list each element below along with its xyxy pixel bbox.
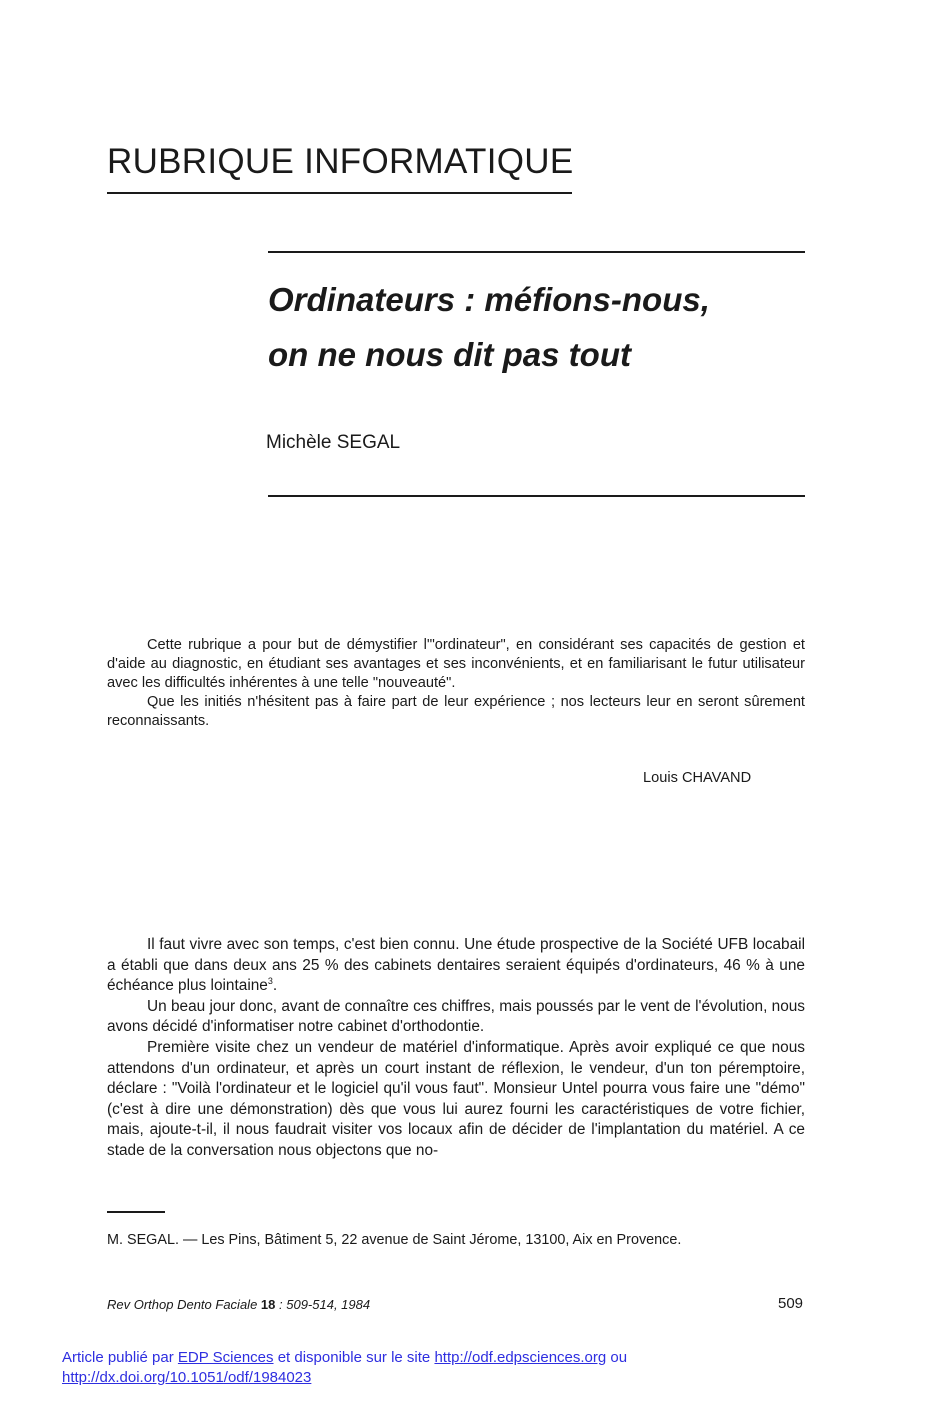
article-title-line-1: Ordinateurs : méfions-nous, <box>268 281 710 318</box>
body-paragraph-1 <box>107 935 805 997</box>
author-address-footnote: M. SEGAL. — Les Pins, Bâtiment 5, 22 avenue de Saint Jérome, 13100, Aix en Provence. <box>107 1232 682 1248</box>
banner-text-1: Article publié par <box>62 1349 174 1366</box>
journal-name: Rev Orthop Dento Faciale <box>107 1297 258 1312</box>
edp-sciences-link[interactable]: EDP Sciences <box>177 1349 274 1366</box>
article-title <box>268 272 710 382</box>
publisher-banner <box>62 1348 862 1388</box>
intro-abstract <box>107 636 805 731</box>
title-top-rule <box>268 251 805 253</box>
intro-signature: Louis CHAVAND <box>643 770 752 786</box>
intro-paragraph-2: Que les initiés n'hésitent pas à faire part de leur expérience ; nos lecteurs leur en seront sûrement reconnaissants. <box>107 694 805 729</box>
body-paragraph-2: Un beau jour donc, avant de connaître ces chiffres, mais poussés par le vent de l'évolution, nous avons décidé d'informatiser notre cabinet d'orthodontie. <box>107 997 806 1036</box>
banner-text-2: et disponible sur le site <box>277 1349 431 1366</box>
banner-text-3: ou <box>610 1349 628 1366</box>
page-number: 509 <box>778 1295 804 1312</box>
doi-link[interactable]: http://dx.doi.org/10.1051/odf/1984023 <box>62 1369 312 1386</box>
journal-reference <box>107 1297 370 1312</box>
rubric-underline <box>107 192 572 194</box>
body-paragraph-1-end: . <box>272 977 278 995</box>
author-name: Michèle SEGAL <box>266 432 401 453</box>
journal-pages-year: : 509-514, 1984 <box>279 1297 371 1312</box>
footnote-separator <box>107 1211 165 1213</box>
intro-paragraph-1: Cette rubrique a pour but de démystifier l'"ordinateur", en considérant ses capacités de gestion et d'aide au diagnostic, en étudiant ses avantages et ses inconvénients, et en familiarisant le futur utilisateur avec les difficultés inhérentes à une telle "nouveauté". <box>107 637 805 691</box>
body-paragraph-3: Première visite chez un vendeur de matériel d'informatique. Après avoir expliqué ce que nous attendons d'un ordinateur, et après un court instant de réflexion, le vendeur, d'un ton péremptoire, déclare : "Voilà l'ordinateur et le logiciel qu'il vous faut". Monsieur Untel pourra vous faire une "démo" (c'est à dire une démonstration) dès que vous lui aurez fourni les caractéristiques de votre fichier, mais, ajoute-t-il, il nous faudrait visiter vos locaux afin de décider de l'implantation du matériel. A ce stade de la conversation nous objectons que no- <box>107 1038 805 1159</box>
title-bottom-rule <box>268 495 805 497</box>
article-body <box>107 935 805 1162</box>
journal-volume: 18 <box>260 1297 276 1312</box>
article-title-line-2: on ne nous dit pas tout <box>268 336 631 373</box>
rubric-title: RUBRIQUE INFORMATIQUE <box>107 142 574 181</box>
body-paragraph-1-text: Il faut vivre avec son temps, c'est bien connu. Une étude prospective de la Société UFB locabail a établi que dans deux ans 25 % des cabinets dentaires seraient équipés d'ordinateurs, 46 % à une échéance plus lointaine <box>107 936 805 995</box>
odf-site-link[interactable]: http://odf.edpsciences.org <box>434 1349 607 1366</box>
footnote-reference: 3 <box>267 976 273 987</box>
